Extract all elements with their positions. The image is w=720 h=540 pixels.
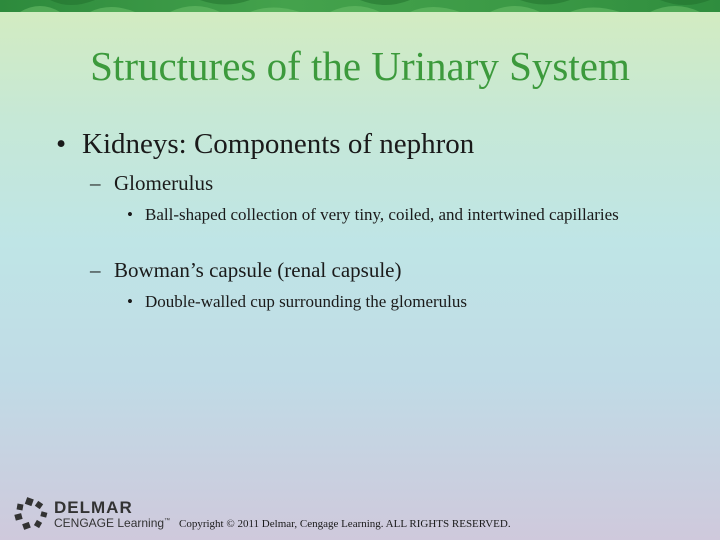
bullet-text: Double-walled cup surrounding the glomerulus (145, 292, 467, 311)
bullet-marker: • (127, 292, 133, 311)
trademark-mark: ™ (164, 518, 171, 524)
logo-sub-label: CENGAGE Learning (54, 516, 165, 530)
delmar-cengage-logo (14, 497, 184, 533)
bullet-text: Kidneys: Components of nephron (82, 128, 475, 160)
top-decorative-band (0, 0, 720, 12)
logo-sub-text (54, 516, 170, 530)
bullet-text: Glomerulus (114, 171, 214, 195)
bullet-marker: • (56, 128, 67, 160)
bullet-marker: • (127, 205, 133, 224)
bullet-text: Ball-shaped collection of very tiny, coiled, and intertwined capillaries (145, 205, 619, 224)
copyright-notice: Copyright © 2011 Delmar, Cengage Learning. ALL RIGHTS RESERVED. (179, 518, 511, 530)
bullet-marker: – (90, 258, 101, 282)
slide-title: Structures of the Urinary System (90, 43, 630, 89)
logo-brand-text: DELMAR (54, 498, 133, 517)
bullet-marker: – (90, 171, 101, 195)
leaf-pattern-decoration (0, 0, 720, 12)
delmar-burst-icon (14, 497, 50, 531)
bullet-text: Bowman’s capsule (renal capsule) (114, 258, 402, 282)
